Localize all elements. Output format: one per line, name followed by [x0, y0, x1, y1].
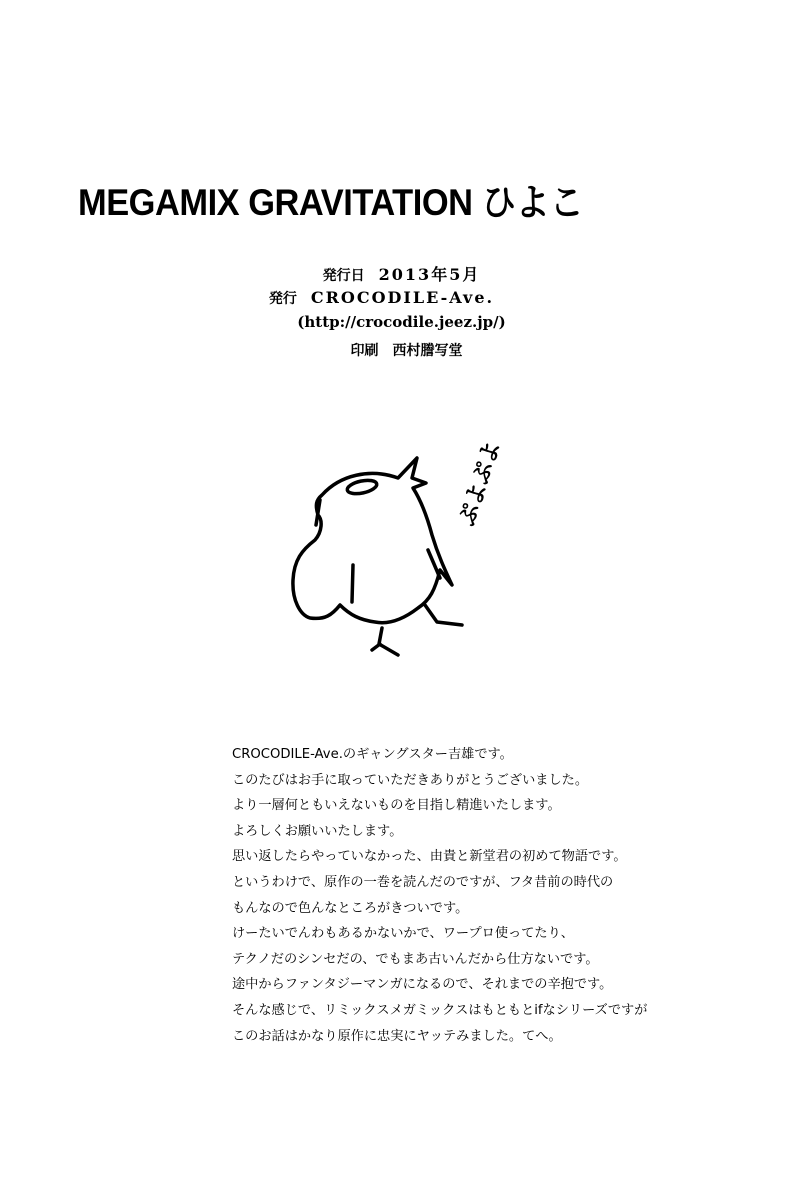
- printer-label: 印刷: [350, 343, 379, 359]
- afterword-line: というわけで、原作の一巻を読んだのですが、フタ昔前の時代の: [232, 874, 614, 890]
- publisher-value: CROCODILE-Ave.: [310, 288, 495, 307]
- afterword-line: CROCODILE-Ave.のギャングスター吉雄です。: [232, 747, 513, 762]
- afterword-line: 思い返したらやっていなかった、由貴と新堂君の初めて物語です。: [232, 849, 627, 865]
- date-label: 発行日: [322, 268, 365, 284]
- colophon-date: [0, 262, 803, 285]
- chick-illustration: [280, 450, 480, 665]
- publisher-label: 発行: [268, 291, 297, 307]
- afterword-line: よろしくお願いいたします。: [232, 823, 403, 839]
- afterword-line: 途中からファンタジーマンガになるので、それまでの辛抱です。: [232, 977, 613, 993]
- afterword-line: テクノだのシンセだの、でもまあ古いんだから仕方ないです。: [232, 951, 599, 967]
- afterword-line: このたびはお手に取っていただきありがとうございました。: [232, 772, 589, 788]
- page-title: MEGAMIX GRAVITATION ひよこ: [78, 182, 584, 223]
- afterword-line: けーたいでんわもあるかないかで、ワープロ使ってたり、: [232, 926, 574, 942]
- handwritten-text: ぷよぷよ: [454, 437, 506, 530]
- colophon-printer: [5, 340, 803, 360]
- date-value: 2013年5月: [378, 265, 481, 284]
- afterword-line: もんなので色んなところがきついです。: [232, 900, 469, 916]
- printer-value: 西村謄写堂: [392, 343, 463, 359]
- afterword-line: このお話はかなり原作に忠実にヤッテみました。てへ。: [232, 1028, 562, 1044]
- afterword: [232, 742, 647, 1049]
- afterword-line: そんな感じで、リミックスメガミックスはもともとifなシリーズですが: [232, 1002, 648, 1018]
- colophon-url: (http://crocodile.jeez.jp/): [297, 313, 506, 331]
- afterword-line: より一層何ともいえないものを目指し精進いたします。: [232, 798, 561, 814]
- colophon-publisher: [0, 288, 783, 308]
